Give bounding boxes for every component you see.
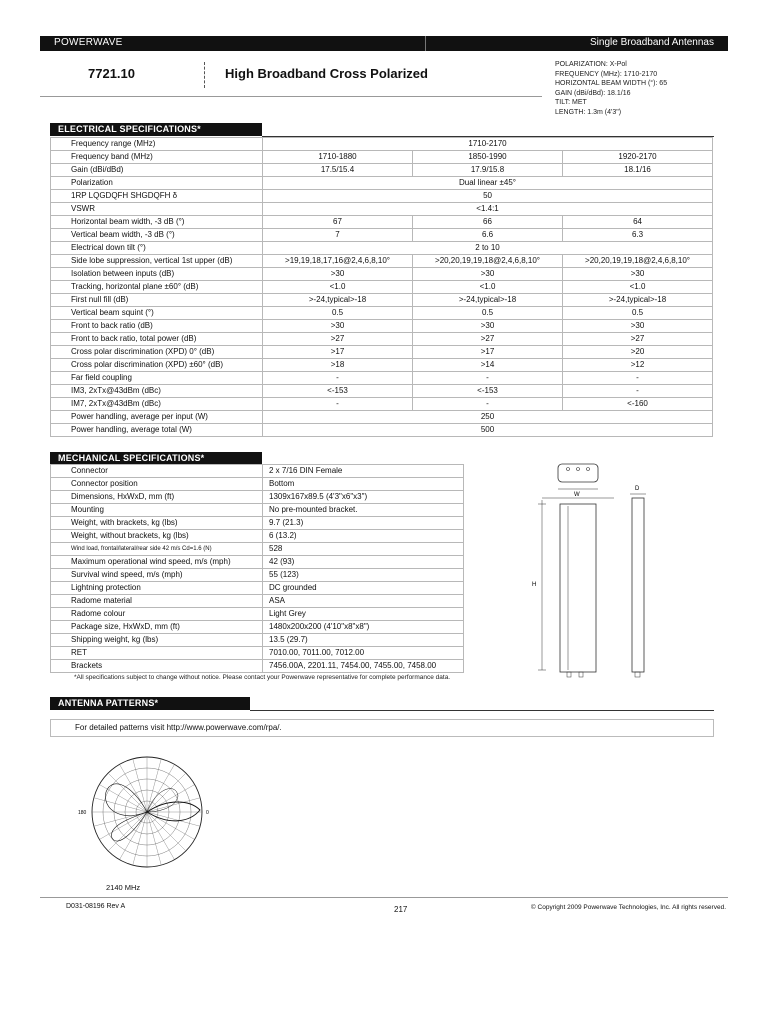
spec-value: Bottom: [263, 478, 464, 491]
spec-row: [51, 385, 713, 398]
spec-value: 13.5 (29.7): [263, 634, 464, 647]
spec-label: Power handling, average total (W): [51, 424, 263, 437]
spec-value: 67: [263, 216, 413, 229]
spec-value: <-160: [563, 398, 713, 411]
spec-row: [51, 504, 464, 517]
spec-label: RET: [51, 647, 263, 660]
spec-label: Electrical down tilt (°): [51, 242, 263, 255]
spec-value: 2 to 10: [263, 242, 713, 255]
spec-value: -: [563, 385, 713, 398]
spec-value: 0.5: [413, 307, 563, 320]
spec-value: 2 x 7/16 DIN Female: [263, 465, 464, 478]
product-category: Single Broadband Antennas: [590, 37, 714, 48]
angle-label-right: 0: [206, 810, 209, 816]
spec-label: Radome material: [51, 595, 263, 608]
spec-row: [51, 216, 713, 229]
spec-row: [51, 424, 713, 437]
angle-label-left: 180: [78, 810, 87, 816]
summary-line: FREQUENCY (MHz): 1710-2170: [555, 70, 658, 78]
spec-value: >27: [563, 333, 713, 346]
spec-row: [51, 556, 464, 569]
spec-row: [51, 346, 713, 359]
spec-label: Connector position: [51, 478, 263, 491]
pattern-frequency-label: 2140 MHz: [106, 883, 141, 892]
spec-row: [51, 307, 713, 320]
spec-label: Mounting: [51, 504, 263, 517]
spec-value: 0.5: [263, 307, 413, 320]
summary-line: TILT: MET: [555, 99, 587, 106]
spec-label: Vertical beam squint (°): [51, 307, 263, 320]
spec-value: >18: [263, 359, 413, 372]
spec-label: Wind load, frontal/lateral/rear side 42 m/s Cd=1.6 (N): [51, 543, 263, 556]
spec-row: [51, 138, 713, 151]
spec-label: Isolation between inputs (dB): [51, 268, 263, 281]
spec-value: Light Grey: [263, 608, 464, 621]
spec-label: VSWR: [51, 203, 263, 216]
spec-row: [51, 608, 464, 621]
height-label: H: [532, 582, 537, 588]
spec-value: 7010.00, 7011.00, 7012.00: [263, 647, 464, 660]
spec-value: 528: [263, 543, 464, 556]
spec-value: Dual linear ±45°: [263, 177, 713, 190]
spec-value: 1850-1990: [413, 151, 563, 164]
spec-label: Shipping weight, kg (lbs): [51, 634, 263, 647]
spec-row: [51, 621, 464, 634]
summary-line: GAIN (dBi/dBd): 18.1/16: [555, 89, 631, 97]
spec-label: Dimensions, HxWxD, mm (ft): [51, 491, 263, 504]
spec-row: [51, 372, 713, 385]
spec-value: >19,19,18,17,16@2,4,6,8,10°: [263, 255, 413, 268]
spec-value: >-24,typical>-18: [263, 294, 413, 307]
spec-row: [51, 242, 713, 255]
spec-row: [51, 190, 713, 203]
spec-label: First null fill (dB): [51, 294, 263, 307]
spec-row: [51, 660, 464, 673]
spec-row: [51, 569, 464, 582]
spec-label: Cross polar discrimination (XPD) 0° (dB): [51, 346, 263, 359]
brand-name: POWERWAVE: [54, 37, 123, 48]
spec-label: Maximum operational wind speed, m/s (mph): [51, 556, 263, 569]
spec-label: Gain (dBi/dBd): [51, 164, 263, 177]
spec-value: 7456.00A, 2201.11, 7454.00, 7455.00, 7458.00: [263, 660, 464, 673]
spec-summary: [555, 60, 667, 117]
spec-value: >17: [413, 346, 563, 359]
summary-line: POLARIZATION: X-Pol: [555, 61, 627, 68]
spec-row: [51, 177, 713, 190]
spec-value: -: [263, 398, 413, 411]
spec-value: 1920-2170: [563, 151, 713, 164]
spec-label: Side lobe suppression, vertical 1st upper (dB): [51, 255, 263, 268]
page-title: High Broadband Cross Polarized: [225, 66, 428, 81]
spec-value: 250: [263, 411, 713, 424]
spec-value: <-153: [263, 385, 413, 398]
spec-value: 18.1/16: [563, 164, 713, 177]
patterns-link-row: [50, 719, 714, 737]
spec-label: Power handling, average per input (W): [51, 411, 263, 424]
spec-value: DC grounded: [263, 582, 464, 595]
top-bar: [40, 36, 728, 51]
spec-value: -: [413, 398, 563, 411]
spec-label: Cross polar discrimination (XPD) ±60° (dB): [51, 359, 263, 372]
spec-row: [51, 530, 464, 543]
spec-label: Brackets: [51, 660, 263, 673]
footnote: *All specifications subject to change without notice. Please contact your Powerwave representative for complete performance data.: [74, 674, 451, 681]
spec-label: 1RP LQGDQFH SHGDQFH δ: [51, 190, 263, 203]
spec-value: <1.0: [413, 281, 563, 294]
spec-row: [51, 491, 464, 504]
antenna-dimension-drawing: [520, 460, 680, 680]
spec-value: >30: [413, 320, 563, 333]
spec-value: 64: [563, 216, 713, 229]
spec-value: 6.3: [563, 229, 713, 242]
width-label: W: [574, 492, 580, 498]
spec-label: Front to back ratio, total power (dB): [51, 333, 263, 346]
spec-label: Horizontal beam width, -3 dB (°): [51, 216, 263, 229]
spec-label: Weight, without brackets, kg (lbs): [51, 530, 263, 543]
spec-row: [51, 203, 713, 216]
spec-value: >30: [263, 268, 413, 281]
spec-row: [51, 229, 713, 242]
summary-line: LENGTH: 1.3m (4'3"): [555, 108, 622, 116]
spec-row: [51, 268, 713, 281]
spec-label: Survival wind speed, m/s (mph): [51, 569, 263, 582]
spec-value: >17: [263, 346, 413, 359]
spec-value: >-24,typical>-18: [413, 294, 563, 307]
header-rule: [40, 96, 542, 97]
spec-value: <1.0: [263, 281, 413, 294]
spec-value: >30: [263, 320, 413, 333]
spec-label: Far field coupling: [51, 372, 263, 385]
spec-label: Connector: [51, 465, 263, 478]
spec-row: [51, 333, 713, 346]
spec-value: >14: [413, 359, 563, 372]
spec-value: <-153: [413, 385, 563, 398]
spec-value: 50: [263, 190, 713, 203]
spec-value: 0.5: [563, 307, 713, 320]
spec-value: 1480x200x200 (4'10"x8"x8"): [263, 621, 464, 634]
patterns-link-text[interactable]: For detailed patterns visit http://www.powerwave.com/rpa/.: [75, 723, 282, 732]
footer-rule: [40, 897, 728, 898]
spec-label: IM3, 2xTx@43dBm (dBc): [51, 385, 263, 398]
spec-value: >20,20,19,19,18@2,4,6,8,10°: [413, 255, 563, 268]
spec-value: >27: [263, 333, 413, 346]
spec-value: -: [563, 372, 713, 385]
mechanical-heading: MECHANICAL SPECIFICATIONS*: [50, 452, 262, 465]
spec-value: 1710-2170: [263, 138, 713, 151]
spec-value: <1.0: [563, 281, 713, 294]
spec-row: [51, 359, 713, 372]
spec-row: [51, 634, 464, 647]
spec-label: Weight, with brackets, kg (lbs): [51, 517, 263, 530]
summary-line: HORIZONTAL BEAM WIDTH (°): 65: [555, 80, 668, 87]
spec-value: 17.9/15.8: [413, 164, 563, 177]
electrical-specs-table: [50, 137, 713, 437]
spec-row: [51, 320, 713, 333]
depth-label: D: [635, 486, 640, 492]
spec-row: [51, 164, 713, 177]
spec-label: Frequency range (MHz): [51, 138, 263, 151]
spec-value: >30: [563, 268, 713, 281]
spec-row: [51, 411, 713, 424]
spec-value: 9.7 (21.3): [263, 517, 464, 530]
spec-row: [51, 398, 713, 411]
spec-value: >30: [413, 268, 563, 281]
spec-value: 1309x167x89.5 (4'3"x6"x3"): [263, 491, 464, 504]
spec-value: 6 (13.2): [263, 530, 464, 543]
spec-value: No pre-mounted bracket.: [263, 504, 464, 517]
spec-value: 66: [413, 216, 563, 229]
spec-label: Lightning protection: [51, 582, 263, 595]
spec-label: Package size, HxWxD, mm (ft): [51, 621, 263, 634]
spec-row: [51, 647, 464, 660]
spec-row: [51, 595, 464, 608]
spec-value: >27: [413, 333, 563, 346]
spec-value: 500: [263, 424, 713, 437]
spec-label: Radome colour: [51, 608, 263, 621]
spec-value: 7: [263, 229, 413, 242]
electrical-heading: ELECTRICAL SPECIFICATIONS*: [50, 123, 262, 136]
patterns-heading: ANTENNA PATTERNS*: [50, 697, 250, 710]
spec-label: Frequency band (MHz): [51, 151, 263, 164]
spec-row: [51, 255, 713, 268]
spec-value: <1.4:1: [263, 203, 713, 216]
spec-value: 42 (93): [263, 556, 464, 569]
spec-label: Vertical beam width, -3 dB (°): [51, 229, 263, 242]
spec-value: >20: [563, 346, 713, 359]
patterns-heading-rule: [250, 710, 714, 711]
spec-label: Front to back ratio (dB): [51, 320, 263, 333]
topbar-divider: [425, 36, 426, 51]
mechanical-specs-table: [50, 464, 464, 673]
spec-row: [51, 478, 464, 491]
spec-row: [51, 281, 713, 294]
spec-row: [51, 517, 464, 530]
spec-value: >-24,typical>-18: [563, 294, 713, 307]
copyright: © Copyright 2009 Powerwave Technologies, Inc. All rights reserved.: [530, 904, 726, 911]
spec-value: >20,20,19,19,18@2,4,6,8,10°: [563, 255, 713, 268]
spec-value: 55 (123): [263, 569, 464, 582]
title-divider: [204, 62, 205, 88]
spec-value: 6.6: [413, 229, 563, 242]
spec-label: IM7, 2xTx@43dBm (dBc): [51, 398, 263, 411]
model-number: 7721.10: [88, 66, 135, 81]
spec-row: [51, 294, 713, 307]
spec-value: 1710-1880: [263, 151, 413, 164]
spec-value: >30: [563, 320, 713, 333]
document-number: D031-08196 Rev A: [66, 903, 126, 910]
spec-value: ASA: [263, 595, 464, 608]
page-number: 217: [394, 905, 408, 914]
spec-value: 17.5/15.4: [263, 164, 413, 177]
spec-value: -: [413, 372, 563, 385]
spec-row: [51, 465, 464, 478]
spec-row: [51, 151, 713, 164]
spec-value: >12: [563, 359, 713, 372]
radiation-pattern-plot: [72, 752, 222, 877]
spec-label: Polarization: [51, 177, 263, 190]
spec-row: [51, 543, 464, 556]
spec-value: -: [263, 372, 413, 385]
spec-label: Tracking, horizontal plane ±60° (dB): [51, 281, 263, 294]
spec-row: [51, 582, 464, 595]
